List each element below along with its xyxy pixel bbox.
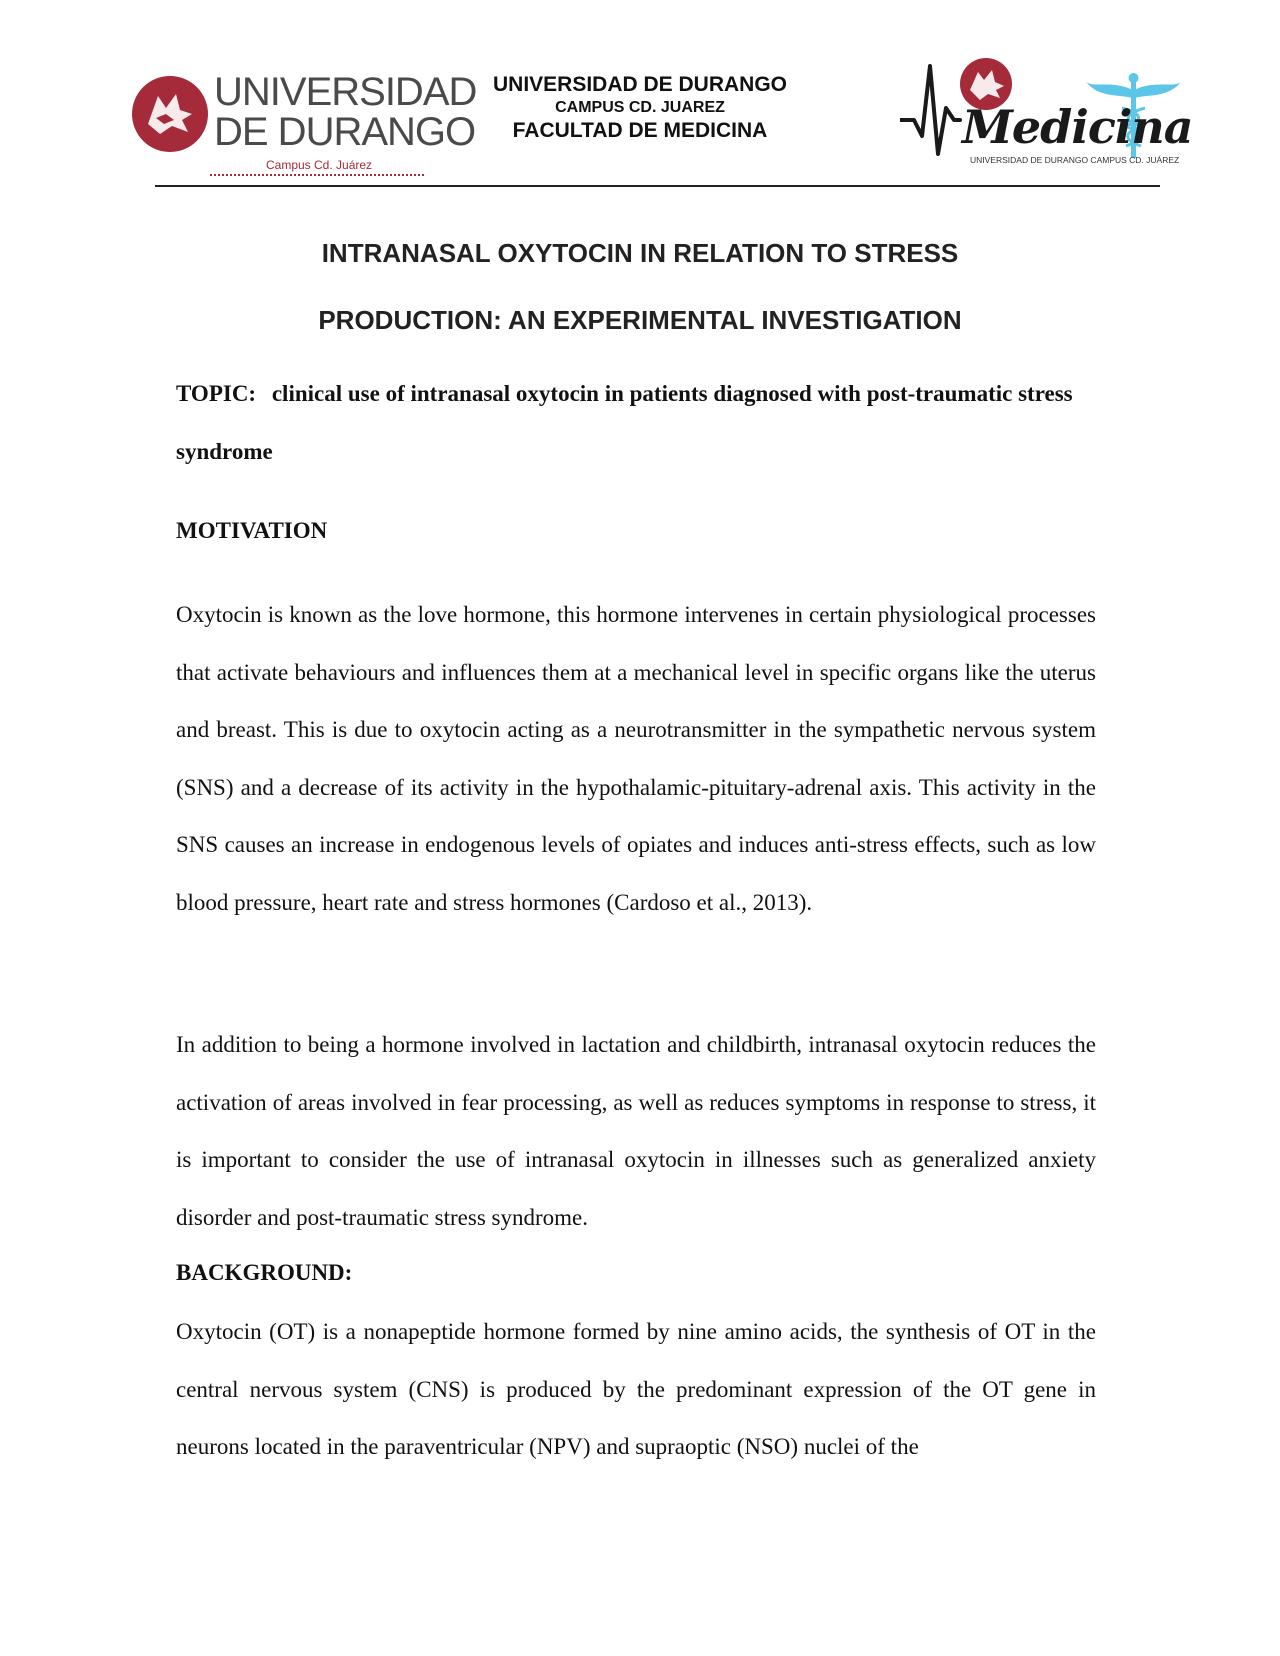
wolf-emblem-icon bbox=[130, 74, 210, 154]
campus-name: CAMPUS CD. JUAREZ bbox=[555, 99, 725, 116]
logo-text-line1: UNIVERSIDAD bbox=[214, 70, 477, 114]
university-name: UNIVERSIDAD DE DURANGO bbox=[492, 73, 788, 96]
background-paragraph-1: Oxytocin (OT) is a nonapeptide hormone formed by nine amino acids, the synthesis of OT in the central nervous system (CNS) is produced by the predominant expression of the OT gene in neurons located in the paraventricular (NPV) and supraoptic (NSO) nuclei of the bbox=[176, 1319, 1096, 1460]
motivation-paragraph-2: In addition to being a hormone involved in lactation and childbirth, intranasal oxytocin reduces the activation of areas involved in fear processing, as well as reduces symptoms in response to stress, it is important to consider the use of intranasal oxytocin in illnesses such as generalized anxiety disorder and post-traumatic stress syndrome. bbox=[176, 1032, 1096, 1230]
medicina-logo bbox=[900, 58, 1200, 173]
medicina-wordmark: Medicina bbox=[962, 100, 1193, 154]
motivation-heading: MOTIVATION bbox=[176, 518, 328, 543]
faculty-name: FACULTAD DE MEDICINA bbox=[512, 119, 768, 142]
topic-block bbox=[176, 365, 1096, 481]
header-divider bbox=[155, 185, 1160, 187]
logo-dotted-rule bbox=[210, 174, 424, 176]
title-line-2: PRODUCTION: AN EXPERIMENTAL INVESTIGATION bbox=[318, 305, 962, 335]
universidad-de-durango-logo bbox=[130, 68, 477, 178]
motivation-paragraph-1: Oxytocin is known as the love hormone, this hormone intervenes in certain physiological processes that activate behaviours and influences them at a mechanical level in specific organs like the uterus and breast. This is due to oxytocin acting as a neurotransmitter in the sympathetic nervous system (SNS) and a decrease of its activity in the hypothalamic-pituitary-adrenal axis. This activity in the SNS causes an increase in endogenous levels of opiates and induces anti-stress effects, such as low blood pressure, heart rate and stress hormones (Cardoso et al., 2013). bbox=[176, 602, 1096, 915]
medicina-subtitle: UNIVERSIDAD DE DURANGO CAMPUS CD. JUÁREZ bbox=[970, 155, 1180, 165]
logo-text-line2: DE DURANGO bbox=[214, 110, 476, 154]
logo-campus-text: Campus Cd. Juárez bbox=[266, 158, 373, 172]
page-header bbox=[0, 0, 1280, 200]
background-heading: BACKGROUND: bbox=[176, 1260, 353, 1285]
title-line-1: INTRANASAL OXYTOCIN IN RELATION TO STRESS bbox=[321, 238, 959, 268]
topic-text: clinical use of intranasal oxytocin in patients diagnosed with post-traumatic stress syndrome bbox=[176, 381, 1073, 464]
document-title bbox=[160, 220, 1120, 354]
institution-heading bbox=[440, 72, 840, 144]
topic-label: TOPIC: bbox=[176, 381, 257, 406]
